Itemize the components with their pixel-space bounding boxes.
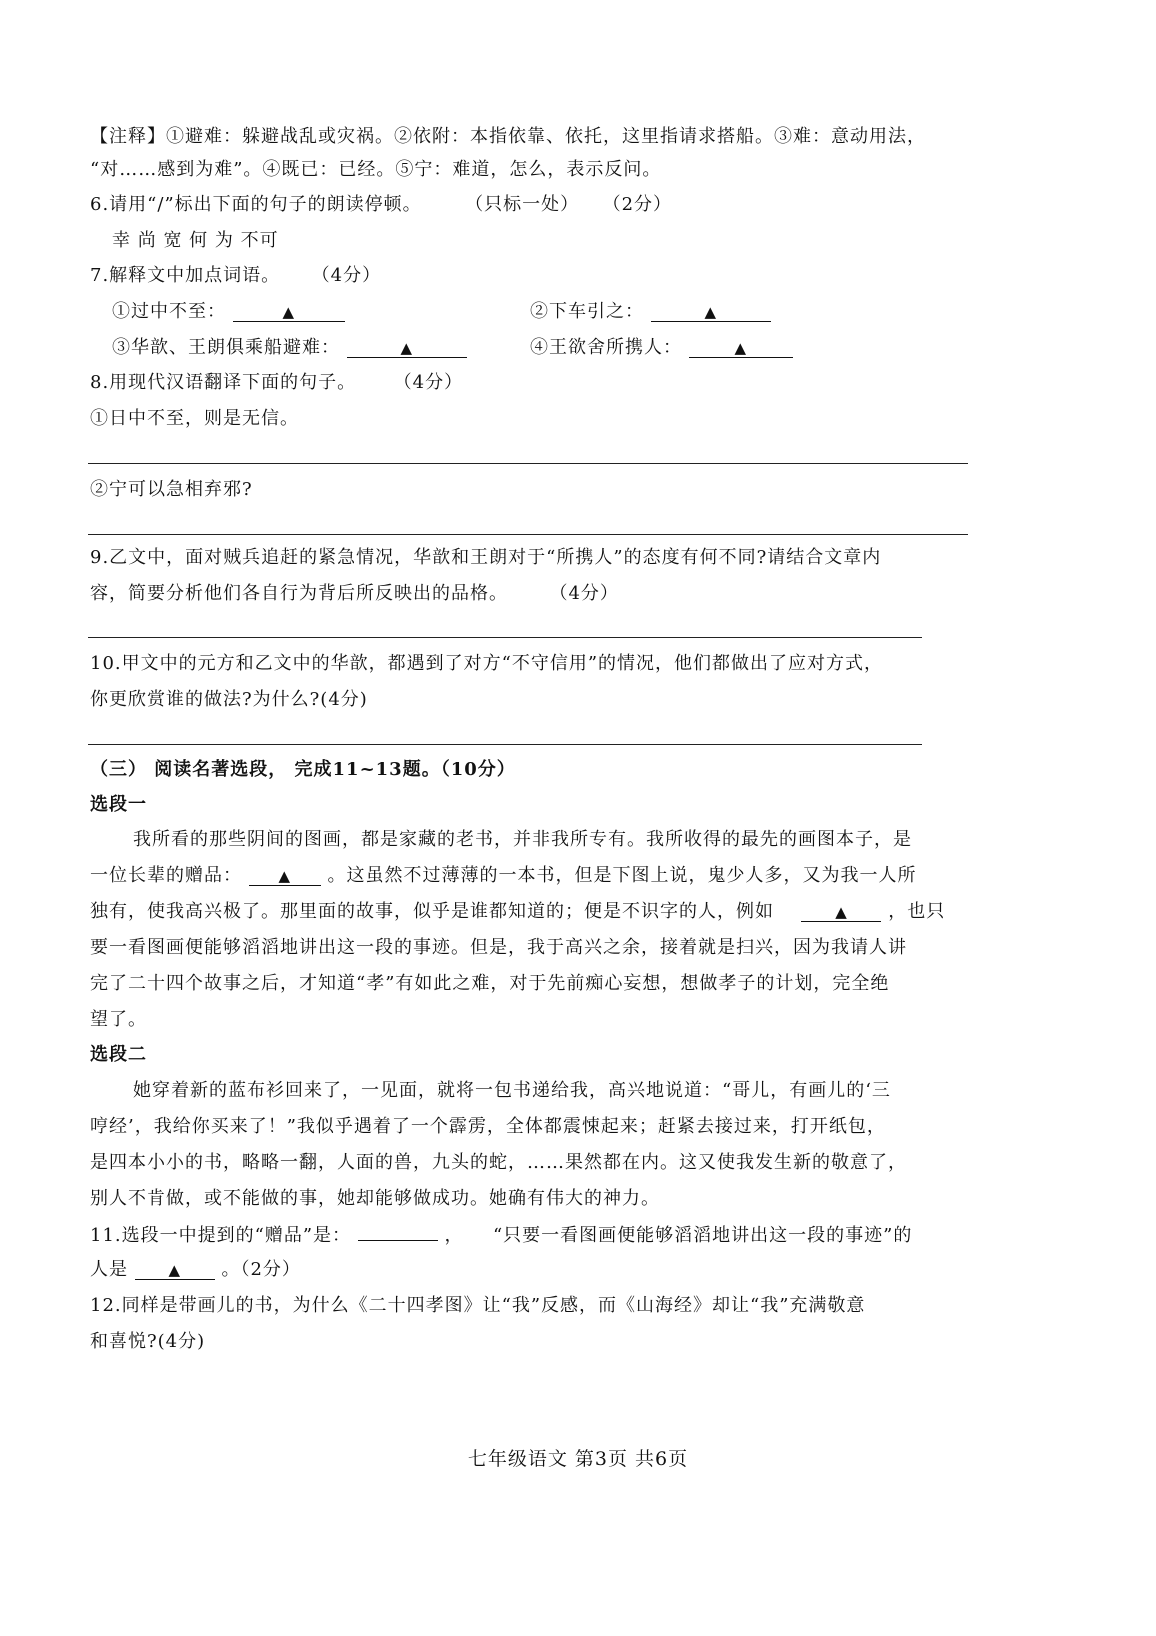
page-footer: 七年级语文 第3页 共6页 bbox=[467, 1448, 689, 1470]
question-8-item-1: ①日中不至，则是无信。 bbox=[90, 408, 299, 429]
question-8-prompt: 8.用现代汉语翻译下面的句子。 bbox=[90, 372, 357, 393]
question-7 bbox=[90, 264, 381, 288]
excerpt-2-line-1: 她穿着新的蓝布衫回来了，一见面，就将一包书递给我，高兴地说道：“哥儿，有画儿的‘三 bbox=[133, 1080, 891, 1101]
triangle-marker-icon: ▲ bbox=[835, 903, 848, 921]
answer-blank[interactable] bbox=[233, 303, 345, 322]
triangle-marker-icon: ▲ bbox=[282, 303, 295, 321]
question-6-limit: （只标一处） bbox=[465, 194, 580, 215]
notes-line-2: “对……感到为难”。④既已：已经。⑤宁：难道，怎么，表示反问。 bbox=[90, 159, 662, 180]
answer-line[interactable] bbox=[88, 534, 968, 535]
question-9-line-2 bbox=[90, 582, 619, 606]
answer-line[interactable] bbox=[88, 463, 968, 464]
question-12-line-2: 和喜悦?(4分) bbox=[90, 1331, 206, 1352]
answer-blank[interactable] bbox=[801, 903, 881, 922]
question-11-text-d: 人是 bbox=[90, 1259, 128, 1280]
excerpt-2-line-3: 是四本小小的书，略略一翻，人面的兽，九头的蛇，……果然都在内。这又使我发生新的敬意了， bbox=[90, 1152, 907, 1173]
excerpt-1-line-6: 望了。 bbox=[90, 1009, 147, 1030]
excerpt-2-label: 选段二 bbox=[90, 1044, 147, 1065]
excerpt-1-line-5: 完了二十四个故事之后，才知道“孝”有如此之难，对于先前痴心妄想，想做孝子的计划，完全绝 bbox=[90, 973, 890, 994]
excerpt-1-line-2-b: 。这虽然不过薄薄的一本书，但是下图上说，鬼少人多，又为我一人所 bbox=[327, 865, 917, 886]
excerpt-1-line-2 bbox=[90, 864, 916, 888]
question-10-line-2: 你更欣赏谁的做法?为什么?(4分) bbox=[90, 689, 368, 710]
question-11-text-a: 11.选段一中提到的“赠品”是： bbox=[90, 1225, 352, 1246]
question-6-score: （2分） bbox=[602, 194, 673, 215]
answer-blank[interactable] bbox=[347, 339, 467, 358]
excerpt-2-line-4: 别人不肯做，或不能做的事，她却能够做成功。她确有伟大的神力。 bbox=[90, 1188, 660, 1209]
question-8-score: （4分） bbox=[393, 372, 464, 393]
answer-line[interactable] bbox=[88, 637, 922, 638]
excerpt-1-line-3-a: 独有，使我高兴极了。那里面的故事，似乎是谁都知道的；便是不识字的人，例如 bbox=[90, 901, 774, 922]
question-6-sentence: 幸 尚 宽 何 为 不可 bbox=[112, 230, 279, 251]
excerpt-1-line-2-a: 一位长辈的赠品： bbox=[90, 865, 242, 886]
excerpt-1-label: 选段一 bbox=[90, 794, 147, 815]
answer-blank[interactable] bbox=[249, 867, 321, 886]
question-11-line-1 bbox=[90, 1222, 912, 1248]
answer-blank[interactable] bbox=[358, 1222, 438, 1241]
question-7-item-2 bbox=[530, 300, 771, 324]
question-7-score: （4分） bbox=[311, 265, 382, 286]
answer-blank[interactable] bbox=[651, 303, 771, 322]
excerpt-2-line-2: 哼经’，我给你买来了！”我似乎遇着了一个霹雳，全体都震悚起来；赶紧去接过来，打开纸包， bbox=[90, 1116, 886, 1137]
question-7-item-3 bbox=[112, 336, 467, 360]
answer-line[interactable] bbox=[88, 744, 922, 745]
question-6-prompt: 6.请用“/”标出下面的句子的朗读停顿。 bbox=[90, 194, 422, 215]
triangle-marker-icon: ▲ bbox=[278, 867, 291, 885]
excerpt-1-line-4: 要一看图画便能够滔滔地讲出这一段的事迹。但是，我于高兴之余，接着就是扫兴，因为我请人讲 bbox=[90, 937, 907, 958]
triangle-marker-icon: ▲ bbox=[168, 1261, 181, 1279]
answer-blank[interactable] bbox=[135, 1261, 215, 1280]
excerpt-1-line-3-b: ，也只 bbox=[888, 901, 946, 922]
question-11-text-c: “只要一看图画便能够滔滔地讲出这一段的事迹”的 bbox=[492, 1225, 913, 1246]
question-8-item-2: ②宁可以急相弃邪? bbox=[90, 479, 253, 500]
question-11-line-2 bbox=[90, 1258, 301, 1282]
question-9-line-2-text: 容，简要分析他们各自行为背后所反映出的品格。 bbox=[90, 583, 508, 604]
triangle-marker-icon: ▲ bbox=[734, 339, 747, 357]
question-6 bbox=[90, 193, 672, 217]
question-7-prompt: 7.解释文中加点词语。 bbox=[90, 265, 281, 286]
question-12-line-1: 12.同样是带画儿的书，为什么《二十四孝图》让“我”反感，而《山海经》却让“我”充满敬意 bbox=[90, 1295, 866, 1316]
notes-line-1: 【注释】①避难：躲避战乱或灾祸。②依附：本指依靠、依托，这里指请求搭船。③难：意动用法， bbox=[90, 126, 926, 147]
answer-blank[interactable] bbox=[689, 339, 793, 358]
triangle-marker-icon: ▲ bbox=[400, 339, 413, 357]
question-11-text-b: ， bbox=[444, 1225, 464, 1246]
question-7-item-2-text: ②下车引之： bbox=[530, 301, 644, 322]
question-7-item-1 bbox=[112, 300, 345, 324]
excerpt-1-line-1: 我所看的那些阴间的图画，都是家藏的老书，并非我所专有。我所收得的最先的画图本子，是 bbox=[133, 829, 912, 850]
section-3-heading: （三） 阅读名著选段， 完成11~13题。（10分） bbox=[90, 759, 516, 780]
question-7-item-4-text: ④王欲舍所携人： bbox=[530, 337, 682, 358]
triangle-marker-icon: ▲ bbox=[704, 303, 717, 321]
question-9-score: （4分） bbox=[549, 583, 619, 604]
question-7-item-3-text: ③华歆、王朗俱乘船避难： bbox=[112, 337, 340, 358]
question-9-line-1: 9.乙文中，面对贼兵追赶的紧急情况，华歆和王朗对于“所携人”的态度有何不同?请结合文章内 bbox=[90, 547, 882, 568]
question-7-item-4 bbox=[530, 336, 793, 360]
excerpt-1-line-3 bbox=[90, 900, 945, 924]
question-8 bbox=[90, 371, 463, 395]
question-10-line-1: 10.甲文中的元方和乙文中的华歆，都遇到了对方“不守信用”的情况，他们都做出了应对方式， bbox=[90, 653, 884, 674]
question-11-text-e: 。（2分） bbox=[221, 1259, 301, 1280]
question-7-item-1-text: ①过中不至： bbox=[112, 301, 226, 322]
